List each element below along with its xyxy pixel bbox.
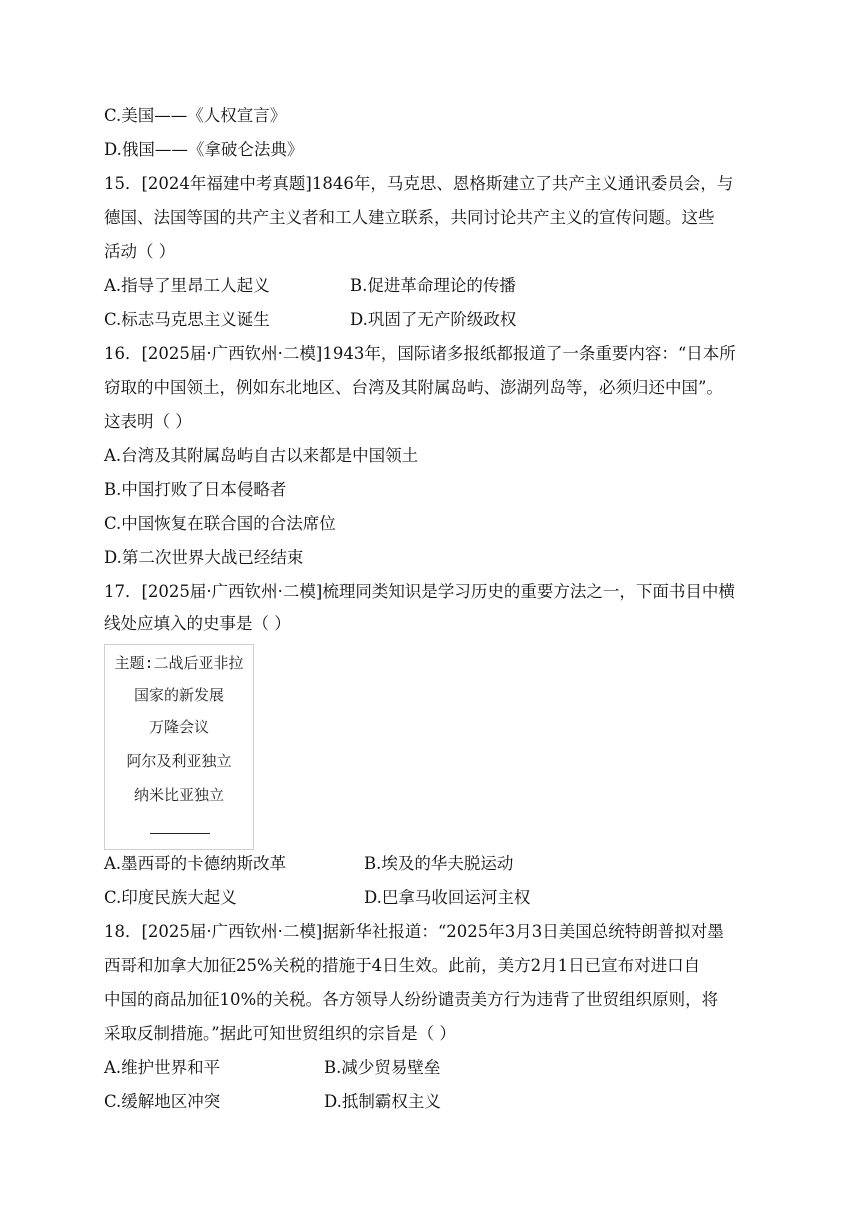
q18-stem-line-4: 采取反制措施。”据此可知世贸组织的宗旨是（ ）: [104, 1024, 456, 1043]
book-contents-box: [104, 644, 254, 850]
q18-option-a: A.维护世界和平: [104, 1058, 221, 1077]
q18-option-c: C.缓解地区冲突: [104, 1092, 221, 1111]
q17-option-d: D.巴拿马收回运河主权: [364, 888, 531, 907]
q16-option-b: B.中国打败了日本侵略者: [104, 480, 287, 499]
q18-option-d: D.抵制霸权主义: [324, 1092, 441, 1111]
q17-option-a: A.墨西哥的卡德纳斯改革: [104, 854, 287, 873]
q15-stem-line-1: 15．[2024年福建中考真题]1846年，马克思、恩格斯建立了共产主义通讯委员会，与: [104, 174, 734, 193]
q16-option-a: A.台湾及其附属岛屿自古以来都是中国领土: [104, 446, 419, 465]
q18-option-b: B.减少贸易壁垒: [324, 1058, 441, 1077]
booklist-item-3: 纳米比亚独立: [133, 786, 224, 804]
q16-stem-line-2: 窃取的中国领土，例如东北地区、台湾及其附属岛屿、澎湖列岛等，必须归还中国”。: [104, 378, 723, 397]
q15-stem-line-2: 德国、法国等国的共产主义者和工人建立联系，共同讨论共产主义的宣传问题。这些: [104, 208, 715, 227]
q15-option-a: A.指导了里昂工人起义: [104, 276, 270, 295]
booklist-item-2: 阿尔及利亚独立: [126, 752, 232, 770]
q16-option-c: C.中国恢复在联合国的合法席位: [104, 514, 336, 533]
q17-option-c: C.印度民族大起义: [104, 888, 237, 907]
q18-stem-line-1: 18．[2025届·广西钦州·二模]据新华社报道：“2025年3月3日美国总统特朗普拟对墨: [104, 922, 724, 941]
booklist-blank-line: [150, 833, 210, 834]
q16-stem-line-3: 这表明（ ）: [104, 412, 192, 431]
q14-option-d: D.俄国——《拿破仑法典》: [104, 140, 304, 159]
q16-option-d: D.第二次世界大战已经结束: [104, 548, 304, 567]
q18-stem-line-3: 中国的商品加征10%的关税。各方领导人纷纷谴责美方行为违背了世贸组织原则，将: [104, 990, 719, 1009]
booklist-title-line-1: 主题:二战后亚非拉: [114, 654, 244, 672]
q17-stem-line-1: 17．[2025届·广西钦州·二模]梳理同类知识是学习历史的重要方法之一，下面书目中横: [104, 582, 735, 601]
booklist-item-1: 万隆会议: [148, 718, 209, 736]
q15-option-d: D.巩固了无产阶级政权: [350, 310, 517, 329]
q15-option-c: C.标志马克思主义诞生: [104, 310, 270, 329]
q17-option-b: B.埃及的华夫脱运动: [364, 854, 514, 873]
q15-option-b: B.促进革命理论的传播: [350, 276, 516, 295]
q16-stem-line-1: 16．[2025届·广西钦州·二模]1943年，国际诸多报纸都报道了一条重要内容：“日本所: [104, 344, 736, 363]
booklist-title-line-2: 国家的新发展: [133, 686, 224, 704]
q14-option-c: C.美国——《人权宣言》: [104, 106, 287, 125]
q15-stem-line-3: 活动（ ）: [104, 242, 176, 261]
q17-stem-line-2: 线处应填入的史事是（ ）: [104, 614, 291, 633]
q18-stem-line-2: 西哥和加拿大加征25%关税的措施于4日生效。此前，美方2月1日已宣布对进口自: [104, 956, 701, 975]
